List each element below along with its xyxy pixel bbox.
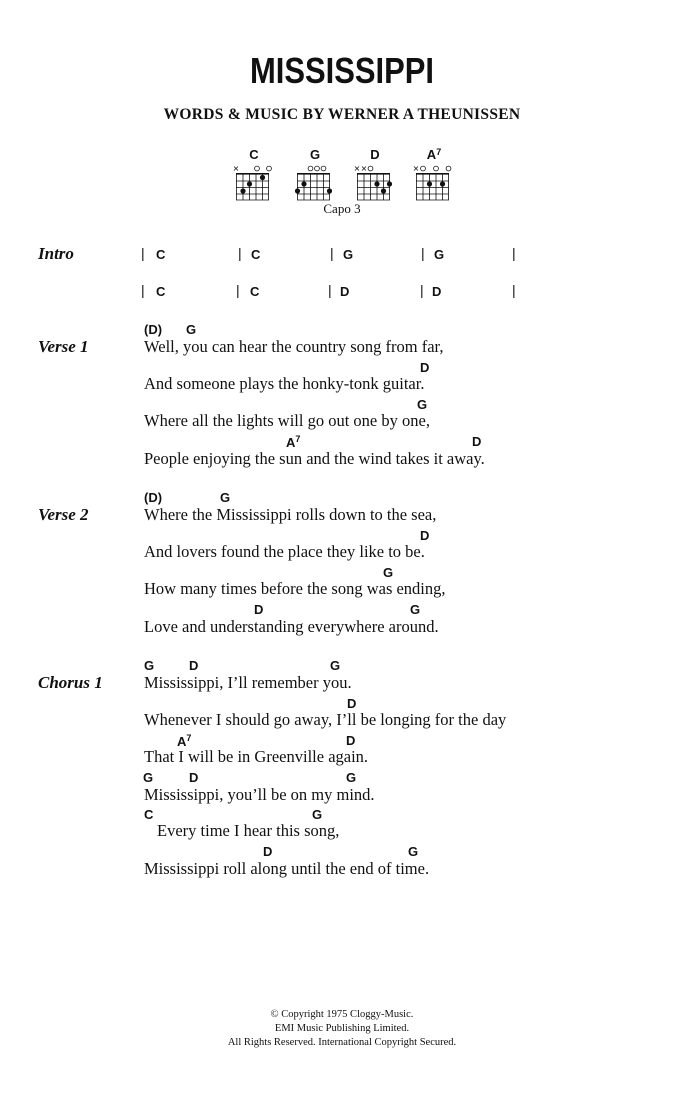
copyright-line: EMI Music Publishing Limited. xyxy=(274,1023,410,1034)
lyric-line: And lovers found the place they like to be. xyxy=(144,542,425,561)
chord-diagram-c xyxy=(232,147,274,204)
chord: G xyxy=(312,807,323,822)
chord: $A^7$ xyxy=(177,733,192,749)
lyric-line: People enjoying the sun and the wind takes it away. xyxy=(144,449,485,468)
lyric-line: Whenever I should go away, I’ll be longing for the day xyxy=(144,710,507,729)
chord-diagram-name: G xyxy=(309,147,321,162)
chord: D xyxy=(420,360,430,375)
bar-line: | xyxy=(512,282,516,298)
song-title: MISSISSIPPI xyxy=(249,50,435,91)
lyric-line: Love and understanding everywhere around. xyxy=(144,617,439,636)
chord: C xyxy=(156,247,166,262)
bar-line: | xyxy=(141,282,145,298)
lyric-line: Mississippi, you’ll be on my mind. xyxy=(144,785,375,804)
chord: G xyxy=(343,247,354,262)
svg-text:×: × xyxy=(232,164,240,173)
copyright-line: © Copyright 1975 Cloggy-Music. xyxy=(270,1009,414,1020)
chord: G xyxy=(417,397,428,412)
chord: D xyxy=(472,434,482,449)
lyric-line: Well, you can hear the country song from far, xyxy=(144,337,444,356)
chord: G xyxy=(330,658,341,673)
chord: G xyxy=(346,770,357,785)
section-label-verse-1: Verse 1 xyxy=(38,337,89,356)
chord: D xyxy=(346,733,356,748)
chord: C xyxy=(250,284,260,299)
bar-line: | xyxy=(141,245,145,261)
chord-diagram-name: C xyxy=(249,147,259,162)
lyric-line: Every time I hear this song, xyxy=(157,821,340,840)
chord: C xyxy=(144,807,154,822)
chord: D xyxy=(254,602,264,617)
chord: G xyxy=(383,565,394,580)
section-label-verse-2: Verse 2 xyxy=(38,505,89,524)
lyric-line: Mississippi, I’ll remember you. xyxy=(144,673,352,692)
chord: $A^7$ xyxy=(286,434,301,450)
chord: C xyxy=(156,284,166,299)
chord: G xyxy=(143,770,154,785)
lyric-line: And someone plays the honky-tonk guitar. xyxy=(144,374,425,393)
svg-text:×: × xyxy=(412,164,420,173)
lyric-line: Where the Mississippi rolls down to the sea, xyxy=(144,505,437,524)
lyric-line: Mississippi roll along until the end of time. xyxy=(144,859,430,878)
section-label-intro: Intro xyxy=(38,244,74,263)
chord-diagram-a7 xyxy=(412,147,454,204)
chord: D xyxy=(347,696,357,711)
bar-line: | xyxy=(512,245,516,261)
bar-line: | xyxy=(236,282,240,298)
chord: (D) xyxy=(144,490,163,505)
chord: (D) xyxy=(144,322,163,337)
bar-line: | xyxy=(238,245,242,261)
chord-diagram-name: $A^7$ xyxy=(426,147,442,162)
chord: G xyxy=(186,322,197,337)
chord: D xyxy=(263,844,273,859)
chord: D xyxy=(189,658,199,673)
chord: D xyxy=(420,528,430,543)
svg-text:×: × xyxy=(353,164,361,173)
bar-line: | xyxy=(328,282,332,298)
song-credit: WORDS & MUSIC BY WERNER A THEUNISSEN xyxy=(163,106,521,123)
chord-diagram-g xyxy=(293,147,335,204)
lyric-line: That I will be in Greenville again. xyxy=(144,747,369,766)
chord: G xyxy=(408,844,419,859)
lyric-line: How many times before the song was ending, xyxy=(144,579,446,598)
chord: D xyxy=(432,284,442,299)
chord: C xyxy=(251,247,261,262)
section-label-chorus-1: Chorus 1 xyxy=(38,673,103,692)
capo-note: Capo 3 xyxy=(323,201,361,216)
chord-diagram-d xyxy=(353,147,395,204)
bar-line: | xyxy=(421,245,425,261)
bar-line: | xyxy=(330,245,334,261)
svg-text:×: × xyxy=(360,164,368,173)
chord: G xyxy=(434,247,445,262)
chord: G xyxy=(144,658,155,673)
chord: D xyxy=(189,770,199,785)
copyright-line: All Rights Reserved. International Copyright Secured. xyxy=(227,1037,457,1048)
lyric-line: Where all the lights will go out one by one, xyxy=(144,411,430,430)
bar-line: | xyxy=(420,282,424,298)
chord-diagram-name: D xyxy=(370,147,380,162)
chord: G xyxy=(410,602,421,617)
chord: D xyxy=(340,284,350,299)
chord: G xyxy=(220,490,231,505)
